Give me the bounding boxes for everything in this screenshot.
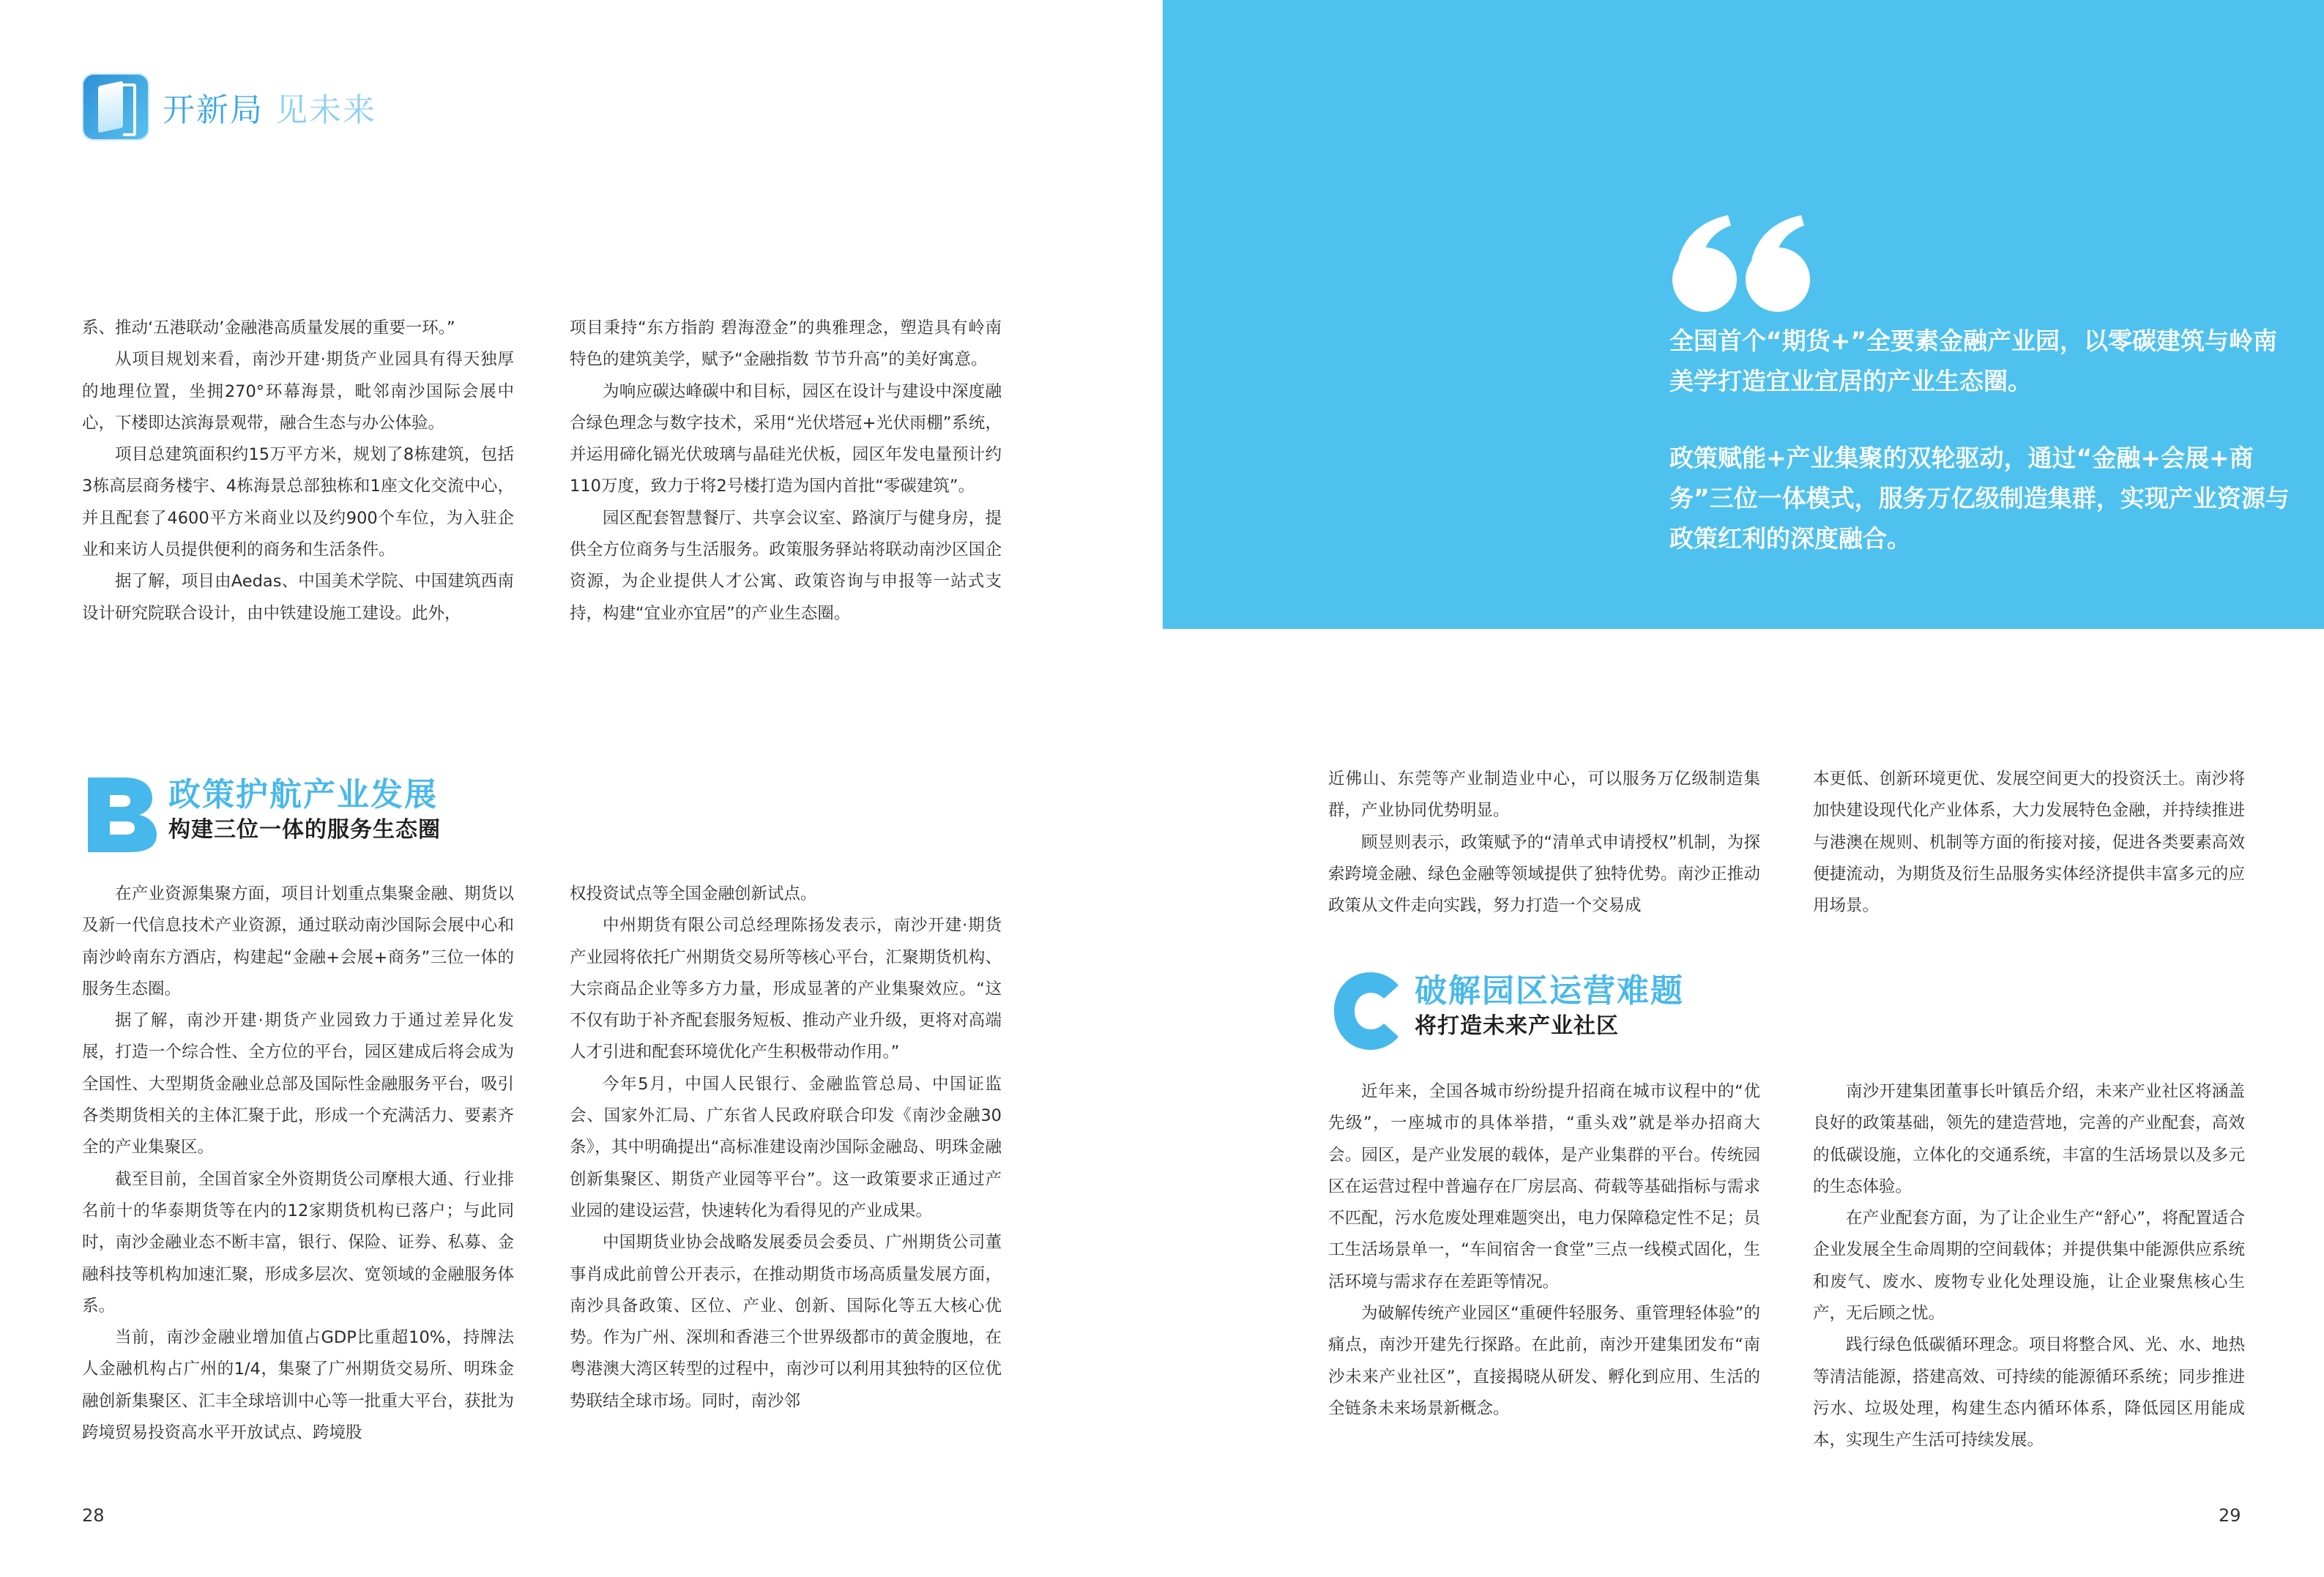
paragraph: 今年5月，中国人民银行、金融监管总局、中国证监会、国家外汇局、广东省人民政府联合印发《南沙金融30条》，其中明确提出“高标准建设南沙国际金融岛、明珠金融创新集聚区、期货产业园等平台”。这一政策要求正通过产业园的建设运营，快速转化为看得见的产业成果。	[570, 1074, 1002, 1220]
left-top-column-2	[570, 313, 1002, 630]
paragraph: 园区配套智慧餐厅、共享会议室、路演厅与健身房，提供全方位商务与生活服务。政策服务驿站将联动南沙区国企资源，为企业提供人才公寓、政策咨询与申报等一站式支持，构建“宜业亦宜居”的产业生态圈。	[570, 508, 1002, 623]
section-b-letter-icon	[85, 775, 158, 855]
paragraph: 近年来，全国各城市纷纷提升招商在城市议程中的“优先级”，一座城市的具体举措，“重头戏”就是举办招商大会。园区，是产业发展的载体，是产业集群的平台。传统园区在运营过程中普遍存在厂房层高、荷载等基础指标与需求不匹配，污水危废处理难题突出，电力保障稳定性不足；员工生活场景单一，“车间宿舍一食堂”三点一线模式固化，生活环境与需求存在差距等情况。	[1328, 1082, 1760, 1291]
paragraph: 系、推动‘五港联动’金融港高质量发展的重要一环。”	[82, 318, 455, 338]
door-logo-icon	[82, 73, 149, 141]
section-c-column-2	[1813, 1076, 2245, 1457]
paragraph: 南沙开建集团董事长叶镇岳介绍，未来产业社区将涵盖良好的政策基础，领先的建造营地，完善的产业配套，高效的低碳设施，立体化的交通系统，丰富的生活场景以及多元的生态体验。	[1813, 1082, 2245, 1196]
logo-text-part1: 开新局	[163, 92, 264, 129]
section-b-title: 政策护航产业发展	[168, 776, 438, 813]
paragraph: 在产业配套方面，为了让企业生产“舒心”，将配置适合企业发展全生命周期的空间载体；并提供集中能源供应系统和废气、废水、废物专业化处理设施，让企业聚焦核心生产，无后顾之忧。	[1813, 1209, 2245, 1324]
paragraph: 中州期货有限公司总经理陈扬发表示，南沙开建·期货产业园将依托广州期货交易所等核心平台，汇聚期货机构、大宗商品企业等多方力量，形成显著的产业集聚效应。“这不仅有助于补齐配套服务短板、推动产业升级，更将对高端人才引进和配套环境优化产生积极带动作用。”	[570, 916, 1002, 1062]
page-number-left: 28	[82, 1505, 105, 1526]
quote-mark-icon	[1669, 212, 1816, 315]
pull-quote-para-2: 政策赋能+产业集聚的双轮驱动，通过“金融+会展+商务”三位一体模式，服务万亿级制造集群，实现产业资源与政策红利的深度融合。	[1669, 444, 2290, 553]
right-top-column-2	[1813, 764, 2245, 922]
pull-quote	[1669, 321, 2299, 595]
paragraph: 截至目前，全国首家全外资期货公司摩根大通、行业排名前十的华泰期货等在内的12家期货机构已落户；与此同时，南沙金融业态不断丰富，银行、保险、证券、私募、金融科技等机构加速汇聚，形成多层次、宽领域的金融服务体系。	[82, 1169, 514, 1316]
section-c-letter-icon	[1331, 971, 1404, 1051]
section-b-column-2	[570, 879, 1002, 1417]
paragraph: 践行绿色低碳循环理念。项目将整合风、光、水、地热等清洁能源，搭建高效、可持续的能源循环系统；同步推进污水、垃圾处理，构建生态内循环体系，降低园区用能成本，实现生产生活可持续发展。	[1813, 1335, 2245, 1450]
paragraph: 项目秉持“东方指韵 碧海澄金”的典雅理念，塑造具有岭南特色的建筑美学，赋予“金融指数 节节升高”的美好寓意。	[570, 318, 1002, 370]
page-number-right: 29	[2219, 1505, 2241, 1526]
logo-text	[163, 83, 376, 130]
pull-quote-para-1: 全国首个“期货+”全要素金融产业园，以零碳建筑与岭南美学打造宜业宜居的产业生态圈。	[1669, 327, 2278, 395]
section-c-subtitle: 将打造未来产业社区	[1415, 1013, 1619, 1039]
left-top-column-1	[82, 313, 514, 630]
paragraph: 当前，南沙金融业增加值占GDP比重超10%，持牌法人金融机构占广州的1/4，集聚了广州期货交易所、明珠金融创新集聚区、汇丰全球培训中心等一批重大平台，获批为跨境贸易投资高水平开放试点、跨境股	[82, 1328, 514, 1443]
magazine-logo	[82, 73, 376, 141]
paragraph: 为响应碳达峰碳中和目标，园区在设计与建设中深度融合绿色理念与数字技术，采用“光伏塔冠+光伏雨棚”系统，并运用碲化镉光伏玻璃与晶硅光伏板，园区年发电量预计约110万度，致力于将2号楼打造为国内首批“零碳建筑”。	[570, 381, 1002, 496]
paragraph: 中国期货业协会战略发展委员会委员、广州期货公司董事肖成此前曾公开表示，在推动期货市场高质量发展方面，南沙具备政策、区位、产业、创新、国际化等五大核心优势。作为广州、深圳和香港三个世界级都市的黄金腹地，在粤港澳大湾区转型的过程中，南沙可以利用其独特的区位优势联结全球市场。同时，南沙邻	[570, 1233, 1002, 1411]
paragraph: 据了解，南沙开建·期货产业园致力于通过差异化发展，打造一个综合性、全方位的平台，园区建成后将会成为全国性、大型期货金融业总部及国际性金融服务平台，吸引各类期货相关的主体汇聚于此，形成一个充满活力、要素齐全的产业集聚区。	[82, 1011, 514, 1157]
paragraph: 从项目规划来看，南沙开建·期货产业园具有得天独厚的地理位置，坐拥270°环幕海景，毗邻南沙国际会展中心，下楼即达滨海景观带，融合生态与办公体验。	[82, 350, 514, 433]
paragraph: 本更低、创新环境更优、发展空间更大的投资沃土。南沙将加快建设现代化产业体系，大力发展特色金融，并持续推进与港澳在规则、机制等方面的衔接对接，促进各类要素高效便捷流动，为期货及衍生品服务实体经济提供丰富多元的应用场景。	[1813, 769, 2245, 916]
paragraph: 据了解，项目由Aedas、中国美术学院、中国建筑西南设计研究院联合设计，由中铁建设施工建设。此外，	[82, 572, 514, 623]
section-b-subtitle: 构建三位一体的服务生态圈	[168, 817, 441, 843]
section-b-heading	[85, 775, 441, 855]
paragraph: 项目总建筑面积约15万平方米，规划了8栋建筑，包括3栋高层商务楼宇、4栋海景总部独栋和1座文化交流中心，并且配套了4600平方米商业以及约900个车位，为入驻企业和来访人员提供便利的商务和生活条件。	[82, 445, 514, 560]
quote-panel	[1163, 0, 2324, 629]
section-c-heading	[1331, 971, 1684, 1051]
paragraph: 在产业资源集聚方面，项目计划重点集聚金融、期货以及新一代信息技术产业资源，通过联动南沙国际会展中心和南沙岭南东方酒店，构建起“金融+会展+商务”三位一体的服务生态圈。	[82, 884, 514, 999]
section-c-column-1	[1328, 1076, 1760, 1425]
section-c-title: 破解园区运营难题	[1415, 972, 1684, 1010]
paragraph: 权投资试点等全国金融创新试点。	[570, 884, 817, 903]
paragraph: 为破解传统产业园区“重硬件轻服务、重管理轻体验”的痛点，南沙开建先行探路。在此前，南沙开建集团发布“南沙未来产业社区”，直接揭晓从研发、孵化到应用、生活的全链条未来场景新概念。	[1328, 1304, 1760, 1418]
section-b-column-1	[82, 879, 514, 1449]
right-top-column-1	[1328, 764, 1760, 922]
logo-text-part2: 见未来	[275, 92, 376, 129]
paragraph: 顾昱则表示，政策赋予的“清单式申请授权”机制，为探索跨境金融、绿色金融等领域提供了独特优势。南沙正推动政策从文件走向实践，努力打造一个交易成	[1328, 832, 1760, 916]
paragraph: 近佛山、东莞等产业制造业中心，可以服务万亿级制造集群，产业协同优势明显。	[1328, 769, 1760, 821]
